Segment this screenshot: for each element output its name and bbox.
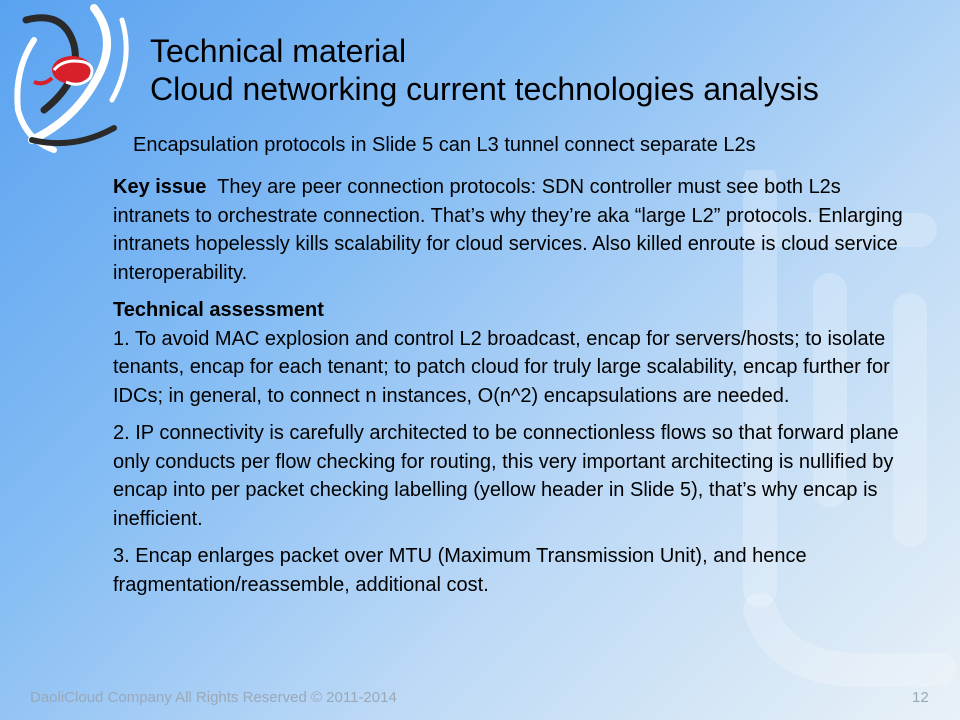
company-logo xyxy=(4,0,144,165)
key-issue-paragraph xyxy=(113,173,903,287)
assessment-point-3: 3. Encap enlarges packet over MTU (Maximum Transmission Unit), and hence fragmentation/reassemble, additional cost. xyxy=(113,545,807,596)
key-issue-label: Key issue xyxy=(113,176,207,198)
assessment-heading: Technical assessment xyxy=(113,299,324,321)
key-issue-text: They are peer connection protocols: SDN controller must see both L2s intranets to orchestrate connection. That’s why they’re aka “large L2” protocols. Enlarging intranets hopelessly kills scalability for cloud services. Also killed enroute is cloud service interoperability. xyxy=(113,176,903,284)
assessment-block xyxy=(113,296,903,410)
assessment-point-1: 1. To avoid MAC explosion and control L2 broadcast, encap for servers/hosts; to isolate tenants, encap for each tenant; to patch cloud for truly large scalability, encap further for IDCs; in general, to connect n instances, O(n^2) encapsulations are needed. xyxy=(113,327,890,407)
footer-copyright: DaoliCloud Company All Rights Reserved © 2011-2014 xyxy=(30,689,397,706)
slide-title-line-1: Technical material xyxy=(150,33,407,69)
slide-title xyxy=(150,32,940,108)
slide-subtitle: Encapsulation protocols in Slide 5 can L3 tunnel connect separate L2s xyxy=(133,134,756,156)
assessment-point-2: 2. IP connectivity is carefully architected to be connectionless flows so that forward plane only conducts per flow checking for routing, this very important architecting is nullified by encap into per packet checking labelling (yellow header in Slide 5), that’s why encap is inefficient. xyxy=(113,422,899,530)
slide-title-line-2: Cloud networking current technologies analysis xyxy=(150,71,819,107)
slide-body xyxy=(113,173,903,608)
footer-page-number: 12 xyxy=(912,689,929,706)
